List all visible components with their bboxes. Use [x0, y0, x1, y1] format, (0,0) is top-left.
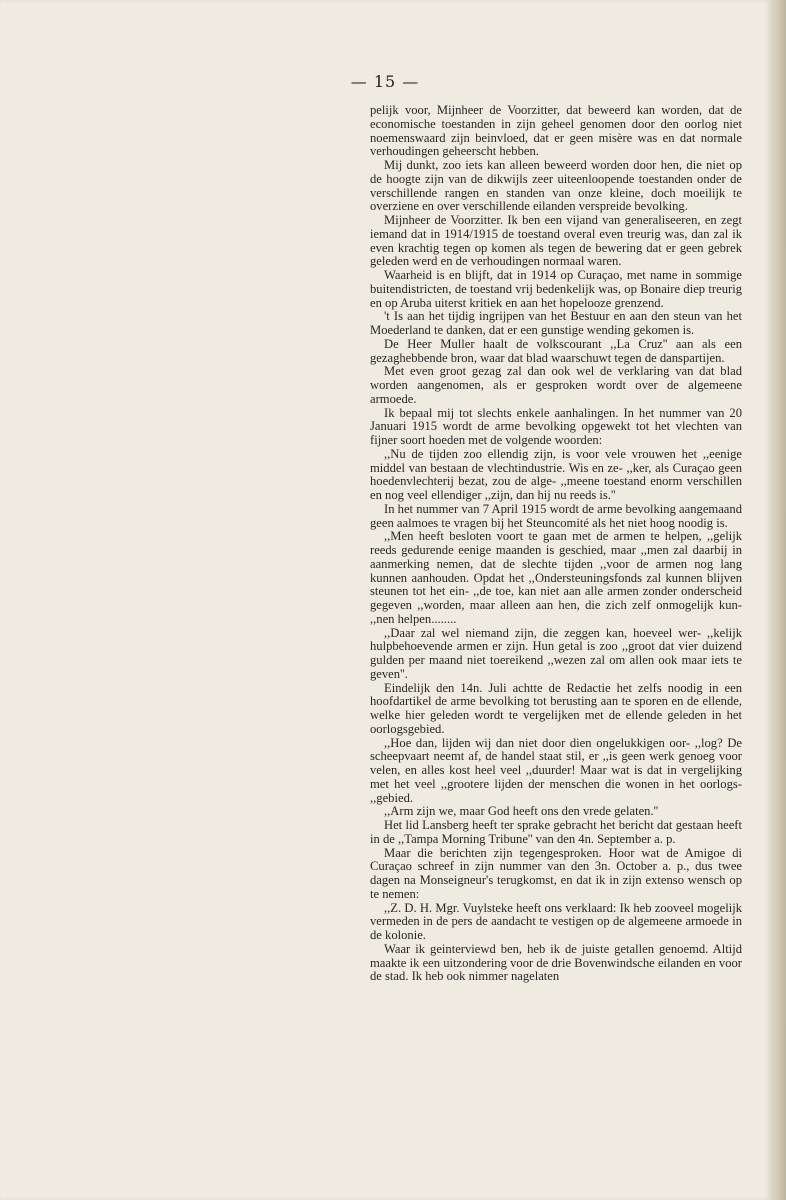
paragraph: Eindelijk den 14n. Juli achtte de Redactie het zelfs noodig in een hoofdartikel de arme bevolking tot berusting aan te sporen en de ellende, welke hier geleden wordt te vergelijken met de ellende geleden in het oorlogsgebied. [370, 680, 742, 736]
page-number: — 15 — [350, 72, 420, 91]
paragraph: Ik bepaal mij tot slechts enkele aanhalingen. In het nummer van 20 Januari 1915 wordt de arme bevolking opgewekt tot het vlechten van fijner soort hoeden met de volgende woorden: [370, 405, 742, 447]
paragraph: Waarheid is en blijft, dat in 1914 op Curaçao, met name in sommige buitendistricten, de toestand vrij bedenkelijk was, op Bonaire diep treurig en op Aruba uiterst kritiek en aan het hopelooze grenzend. [370, 268, 742, 310]
paragraph: 't Is aan het tijdig ingrijpen van het Bestuur en aan den steun van het Moederland te danken, dat er een gunstige wending gekomen is. [370, 309, 742, 337]
paragraph: Waar ik geinterviewd ben, heb ik de juiste getallen genoemd. Altijd maakte ik een uitzondering voor de drie Bovenwindsche eilanden en voor de stad. Ik heb ook nimmer nagelaten [370, 941, 742, 984]
paragraph: In het nummer van 7 April 1915 wordt de arme bevolking aangemaand geen aalmoes te vragen bij het Steuncomité als het niet hoog noodig is. [370, 501, 742, 530]
quotation: ,,Men heeft besloten voort te gaan met de armen te helpen, ,,gelijk reeds gedurende eenige maanden is geschied, maar ,,men zal daarbij in aanmerking nemen, dat de slechte tijden ,,voor de armen nog lang kunnen aanhouden. Opdat het ,,Ondersteuningsfonds zal kunnen blijven steunen tot het ein- ,,de toe, kan niet aan alle armen zonder onderscheid gegeven ,,worden, maar alleen aan hen, die zich zelf onmogelijk kun- ,,nen helpen........ [370, 529, 742, 626]
page-edge [770, 0, 786, 1200]
quotation: ,,Nu de tijden zoo ellendig zijn, is voor vele vrouwen het ,,eenige middel van bestaan de vlechtindustrie. Wis en ze- ,,ker, als Curaçao geen hoedenvlechterij bezat, zou de alge- ,,meene toestand enorm verschillen en nog veel ellendiger ,,zijn, dan hij nu reeds is.'' [370, 446, 742, 502]
quotation: ,,Z. D. H. Mgr. Vuylsteke heeft ons verklaard: Ik heb zooveel mogelijk vermeden in de pers de aandacht te vestigen op de algemeene armoede in de kolonie. [370, 900, 742, 942]
paragraph: De Heer Muller haalt de volkscourant ,,La Cruz'' aan als een gezaghebbende bron, waar dat blad waarschuwt tegen de danspartijen. [370, 336, 742, 365]
body-text [370, 104, 742, 984]
paragraph: Mijnheer de Voorzitter. Ik ben een vijand van generaliseeren, en zegt iemand dat in 1914/1915 de toestand overal even treurig was, dan zal ik even krachtig tegen op komen als tegen de bewering dat er geen gebrek geleden werd en de verhoudingen normaal waren. [370, 213, 742, 269]
paragraph: Maar die berichten zijn tegengesproken. Hoor wat de Amigoe di Curaçao schreef in zijn nummer van den 3n. October a. p., dus twee dagen na Monseigneur's terugkomst, en dat ik in zijn extenso wensch op te nemen: [370, 845, 742, 901]
quotation: ,,Arm zijn we, maar God heeft ons den vrede gelaten.'' [384, 804, 659, 819]
paragraph: pelijk voor, Mijnheer de Voorzitter, dat beweerd kan worden, dat de economische toestanden in zijn geheel genomen door den oorlog niet noemenswaard zijn beinvloed, dat er geen misère was en dat normale verhoudingen geheerscht hebben. [370, 103, 742, 159]
paragraph: Met even groot gezag zal dan ook wel de verklaring van dat blad worden aangenomen, als er gesproken wordt over de algemeene armoede. [370, 364, 742, 406]
paragraph: Mij dunkt, zoo iets kan alleen beweerd worden door hen, die niet op de hoogte zijn van de dikwijls zeer uiteenloopende toestanden onder de verschillende rangen en standen van onze kleine, doch moeilijk te overziene en over verschillende eilanden verspreide bevolking. [370, 158, 742, 214]
quotation: ,,Daar zal wel niemand zijn, die zeggen kan, hoeveel wer- ,,kelijk hulpbehoevende armen er zijn. Hun getal is zoo ,,groot dat vier duizend gulden per maand niet toereikend ,,wezen zal om allen ook maar iets te geven''. [370, 625, 742, 681]
quotation: ,,Hoe dan, lijden wij dan niet door dien ongelukkigen oor- ,,log? De scheepvaart neemt af, de handel staat stil, er ,,is geen werk genoeg voor velen, en alles kost heel veel ,,duurder! Maar wat is dat in vergelijking met het veel ,,grootere lijden der menschen die wonen in het oorlogs- ,,gebied. [370, 735, 742, 805]
paragraph: Het lid Lansberg heeft ter sprake gebracht het bericht dat gestaan heeft in de ,,Tampa Morning Tribune'' van den 4n. September a. p. [370, 818, 742, 846]
